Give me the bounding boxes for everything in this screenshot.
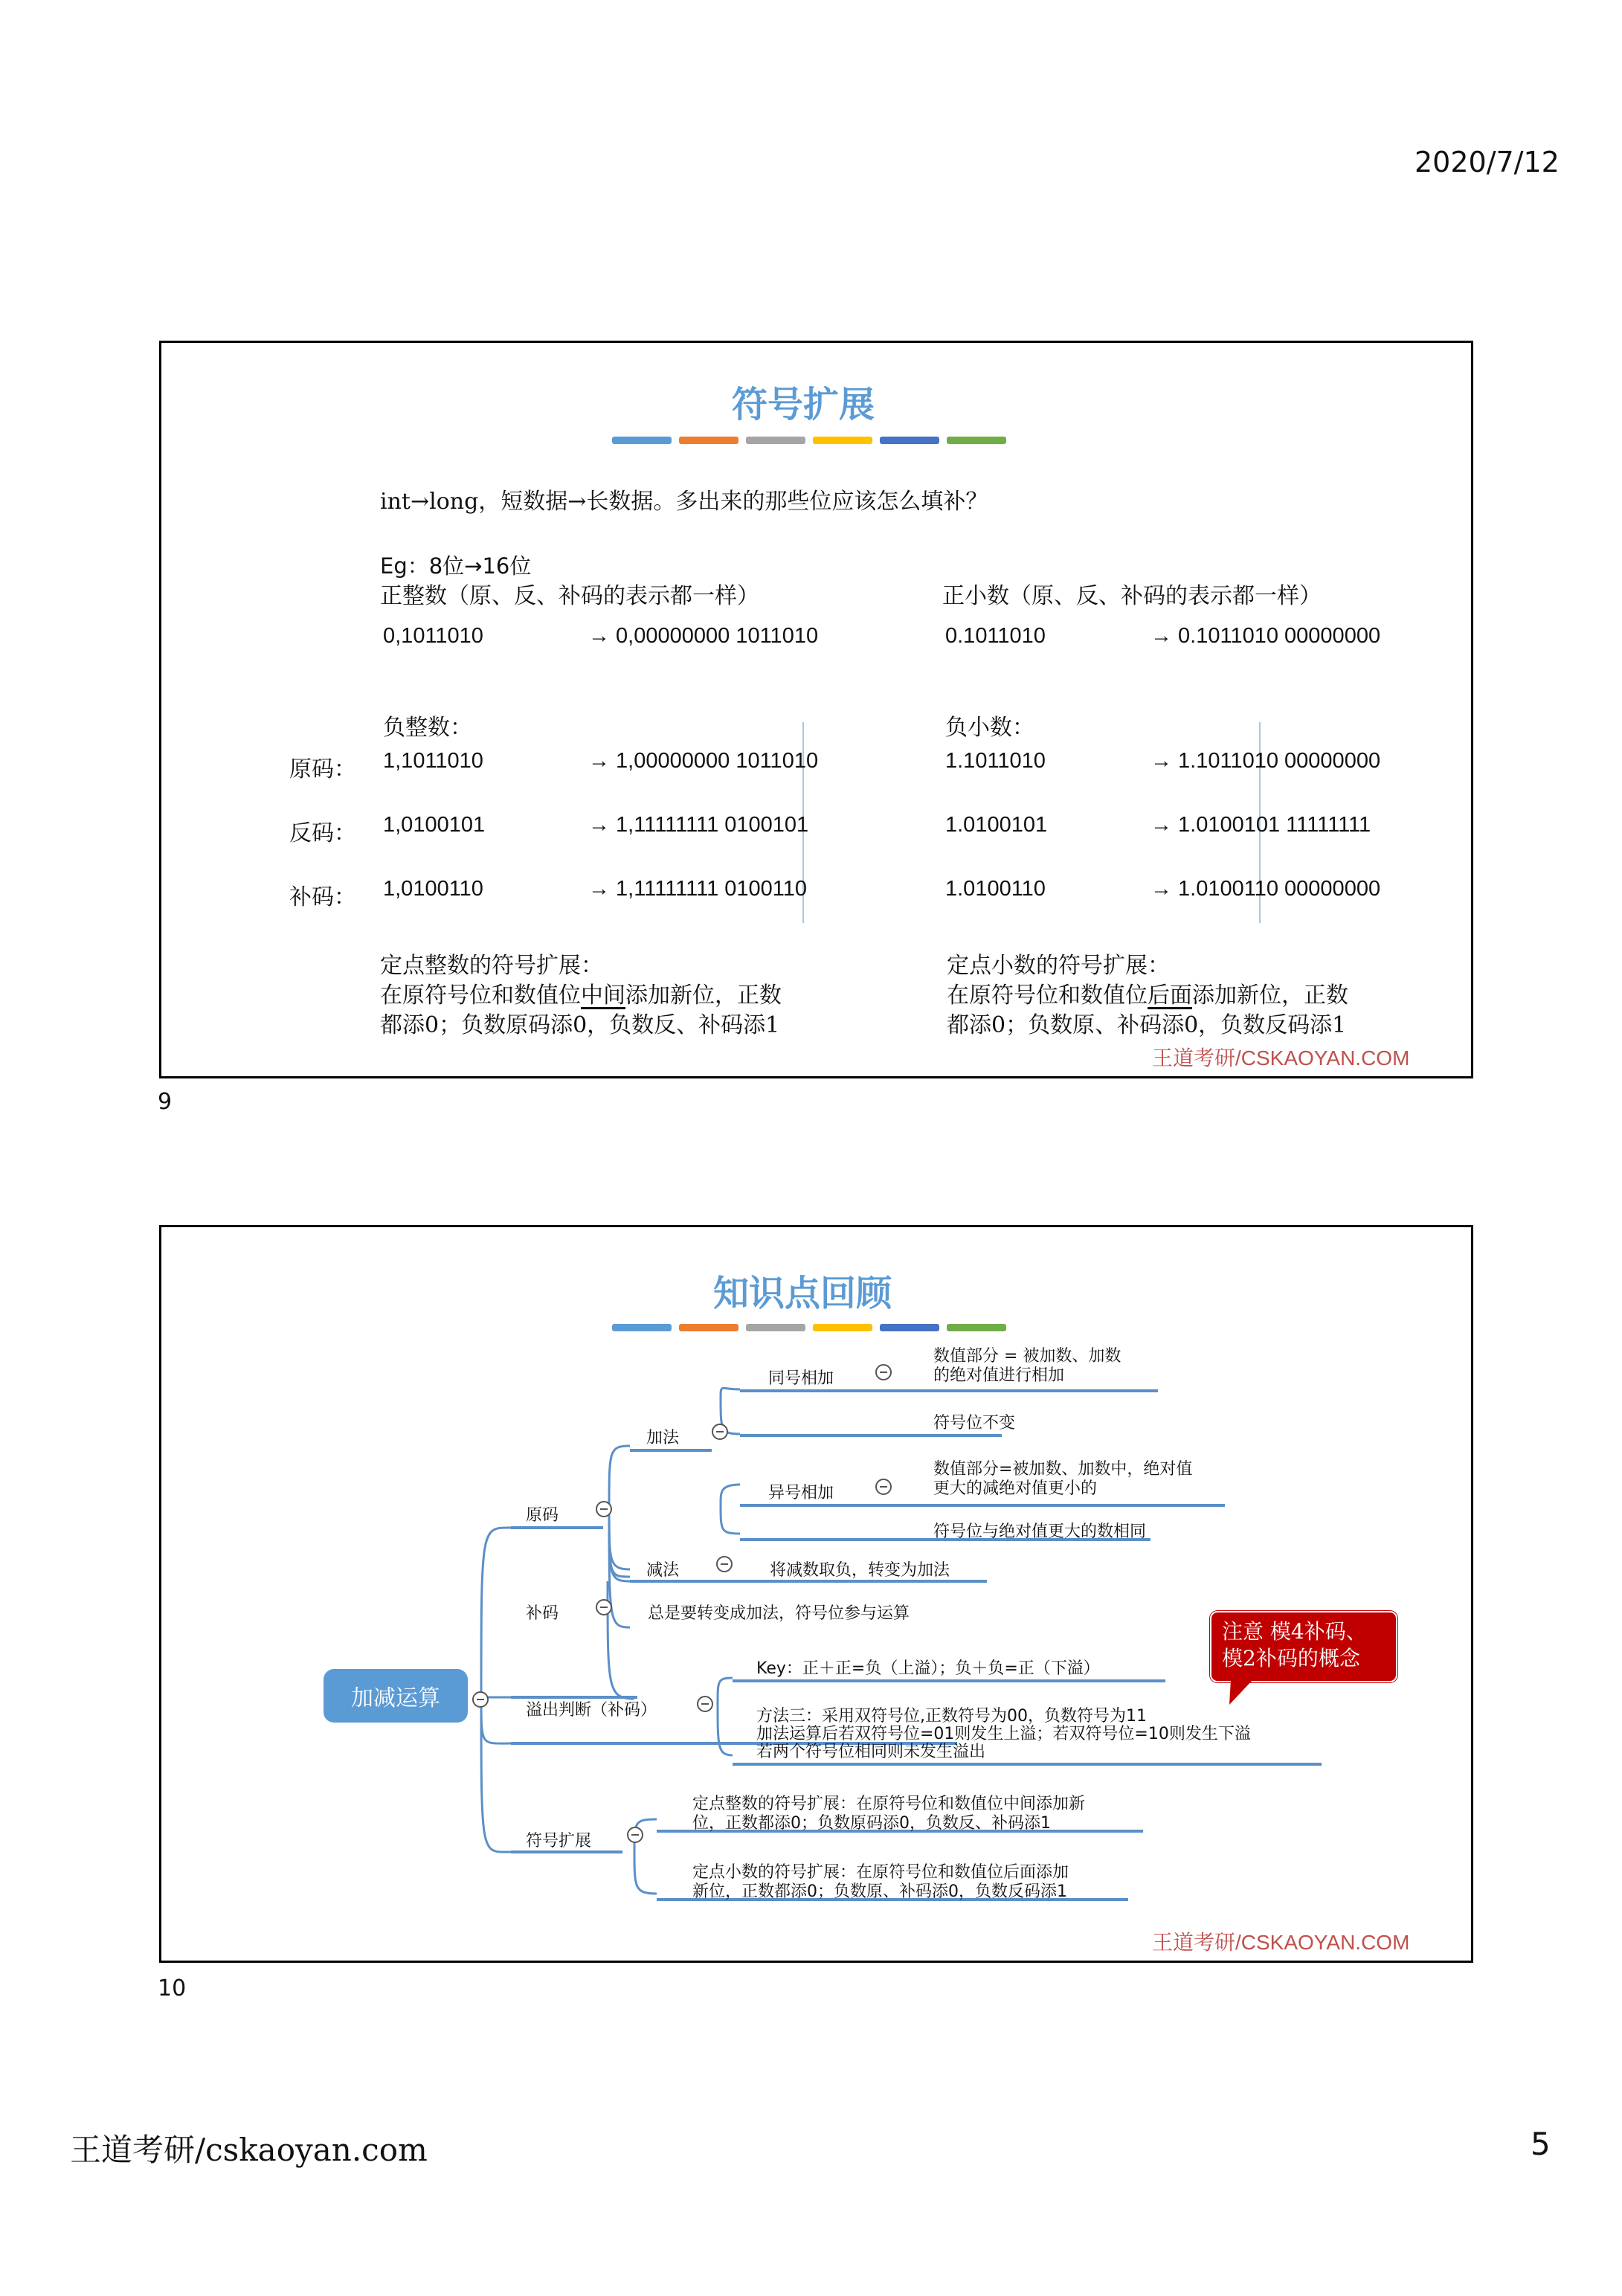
node-jiafa: 加法 — [646, 1429, 680, 1447]
frac-rule-line1-b: 添加新位，正数 — [1192, 983, 1348, 1009]
page-date: 2020/7/12 — [1415, 146, 1560, 179]
collapse-icon[interactable] — [716, 1556, 733, 1572]
slide-number: 10 — [158, 1975, 187, 2001]
collapse-icon[interactable] — [697, 1696, 713, 1712]
slide-title: 符号扩展 — [732, 384, 875, 425]
node-jianfa: 减法 — [646, 1561, 680, 1580]
connector — [609, 1446, 630, 1508]
node-tonghao: 同号相加 — [768, 1369, 834, 1388]
slide-title: 知识点回顾 — [713, 1273, 892, 1314]
color-bar — [612, 437, 672, 444]
collapse-icon[interactable] — [596, 1599, 612, 1615]
leaf-yihao-value-line2: 更大的减绝对值更小的 — [933, 1479, 1098, 1498]
frac-rule-line2: 都添0；负数原、补码添0，负数反码添1 — [947, 1012, 1347, 1038]
frac-rule-line1-a: 在原符号位和数值位 — [947, 983, 1148, 1009]
slide-number: 9 — [158, 1089, 173, 1115]
leaf-yichu-method-line3: 若两个符号位相同则未发生溢出 — [756, 1743, 986, 1761]
int-rule-line2: 都添0；负数原码添0，负数反、补码添1 — [380, 1012, 780, 1038]
leaf-kuozhan-int-line1: 定点整数的符号扩展：在原符号位和数值位中间添加新 — [692, 1795, 1086, 1813]
pos-int-from: 0,1011010 — [383, 624, 483, 648]
page-number: 5 — [1531, 2126, 1551, 2162]
connector — [721, 1388, 740, 1398]
connector — [608, 1581, 634, 1699]
collapse-icon[interactable] — [627, 1827, 643, 1843]
row-frac-from: 1.0100110 — [945, 877, 1046, 901]
slide-9 — [159, 341, 1473, 1078]
row-frac-to: → 1.0100101 11111111 — [1150, 813, 1371, 837]
row-frac-to: → 1.1011010 00000000 — [1150, 749, 1381, 773]
brand-label: 王道考研/CSKAOYAN.COM — [1152, 1046, 1410, 1070]
int-rule-emphasis: 中间 — [581, 983, 625, 1009]
collapse-icon[interactable] — [472, 1691, 489, 1708]
collapse-icon[interactable] — [875, 1364, 892, 1380]
row-int-to: → 1,00000000 1011010 — [588, 749, 819, 773]
connector — [721, 1504, 740, 1534]
int-rule-line1-b: 添加新位，正数 — [625, 983, 782, 1009]
pos-frac-heading: 正小数（原、反、补码的表示都一样） — [942, 583, 1322, 609]
node-yichu: 溢出判断（补码） — [526, 1701, 657, 1720]
brand-label: 王道考研/CSKAOYAN.COM — [1152, 1931, 1410, 1954]
root-label: 加减运算 — [351, 1685, 440, 1711]
row-int-to: → 1,11111111 0100110 — [588, 877, 808, 901]
int-rule-line1-a: 在原符号位和数值位 — [380, 983, 581, 1009]
color-bar — [813, 437, 872, 444]
pos-frac-from: 0.1011010 — [945, 624, 1046, 648]
color-bar — [679, 437, 738, 444]
color-bars — [612, 437, 1006, 444]
row-label: 反码： — [289, 820, 356, 846]
callout-line2: 模2补码的概念 — [1222, 1646, 1360, 1670]
node-buma: 补码 — [526, 1604, 559, 1623]
callout-pointer — [1228, 1679, 1258, 1706]
row-label: 原码： — [289, 756, 356, 782]
leaf-yichu-key: Key：正＋正=负（上溢）；负＋负=正（下溢） — [756, 1659, 1100, 1678]
leaf-tonghao-sign: 符号位不变 — [933, 1414, 1016, 1432]
intro-text: int→long，短数据→长数据。多出来的那些位应该怎么填补？ — [380, 489, 988, 515]
connector — [718, 1678, 733, 1703]
row-frac-from: 1.1011010 — [945, 749, 1046, 773]
leaf-yichu-method-line1: 方法三：采用双符号位,正数符号为00，负数符号为11 — [756, 1707, 1147, 1726]
row-int-from: 1,1011010 — [383, 749, 483, 773]
row-int-to: → 1,11111111 0100101 — [588, 813, 809, 837]
int-rule-line1 — [380, 977, 782, 1009]
row-frac-from: 1.0100101 — [945, 813, 1048, 837]
leaf-jianfa: 将减数取负，转变为加法 — [770, 1561, 950, 1580]
neg-int-heading: 负整数： — [383, 715, 472, 741]
collapse-icon[interactable] — [712, 1424, 728, 1440]
int-rule-title: 定点整数的符号扩展： — [380, 953, 603, 979]
frac-rule-emphasis: 后面 — [1148, 983, 1192, 1009]
connector — [634, 1850, 657, 1894]
callout-line1: 注意 模4补码、 — [1222, 1619, 1367, 1644]
connector — [718, 1703, 733, 1755]
leaf-kuozhan-frac-line1: 定点小数的符号扩展：在原符号位和数值位后面添加 — [692, 1863, 1069, 1882]
mindmap-connectors — [161, 1227, 1471, 1961]
row-int-from: 1,0100101 — [383, 813, 486, 837]
pos-int-to: → 0,00000000 1011010 — [588, 624, 819, 648]
node-kuozhan: 符号扩展 — [526, 1832, 592, 1850]
leaf-tonghao-value-line1: 数值部分 = 被加数、加数 — [933, 1347, 1121, 1366]
frac-rule-line1 — [947, 977, 1348, 1009]
connector — [609, 1508, 630, 1569]
page-footer: 王道考研/cskaoyan.com — [70, 2132, 428, 2168]
row-label: 补码： — [289, 884, 356, 910]
collapse-icon[interactable] — [875, 1479, 892, 1495]
connector — [721, 1485, 740, 1504]
leaf-tonghao-value-line2: 的绝对值进行相加 — [933, 1366, 1065, 1385]
slide-10 — [159, 1225, 1473, 1963]
connector — [609, 1508, 630, 1577]
color-bar — [947, 437, 1006, 444]
row-frac-to: → 1.0100110 00000000 — [1150, 877, 1381, 901]
leaf-yichu-method-line2: 加法运算后若双符号位=01则发生上溢；若双符号位=10则发生下溢 — [756, 1725, 1251, 1743]
node-yuanma: 原码 — [526, 1506, 559, 1525]
root-node[interactable] — [324, 1669, 468, 1723]
color-bar — [746, 437, 805, 444]
neg-frac-heading: 负小数： — [945, 715, 1034, 741]
leaf-yihao-value-line1: 数值部分=被加数、加数中，绝对值 — [933, 1460, 1193, 1479]
leaf-kuozhan-int-line2: 位，正数都添0；负数原码添0，负数反、补码添1 — [692, 1814, 1051, 1833]
note-callout — [1210, 1611, 1397, 1682]
row-int-from: 1,0100110 — [383, 877, 483, 901]
leaf-buma: 总是要转变成加法，符号位参与运算 — [648, 1604, 910, 1623]
pos-int-heading: 正整数（原、反、补码的表示都一样） — [380, 583, 759, 609]
example-text: Eg：8位→16位 — [380, 553, 532, 579]
pos-frac-to: → 0.1011010 00000000 — [1150, 624, 1381, 648]
leaf-yihao-sign: 符号位与绝对值更大的数相同 — [933, 1522, 1147, 1541]
color-bar — [880, 437, 939, 444]
collapse-icon[interactable] — [596, 1501, 612, 1517]
frac-rule-title: 定点小数的符号扩展： — [947, 953, 1170, 979]
node-yihao: 异号相加 — [768, 1484, 834, 1502]
leaf-kuozhan-frac-line2: 新位，正数都添0；负数原、补码添0，负数反码添1 — [692, 1882, 1067, 1901]
connector — [481, 1528, 511, 1697]
connector — [481, 1697, 511, 1852]
